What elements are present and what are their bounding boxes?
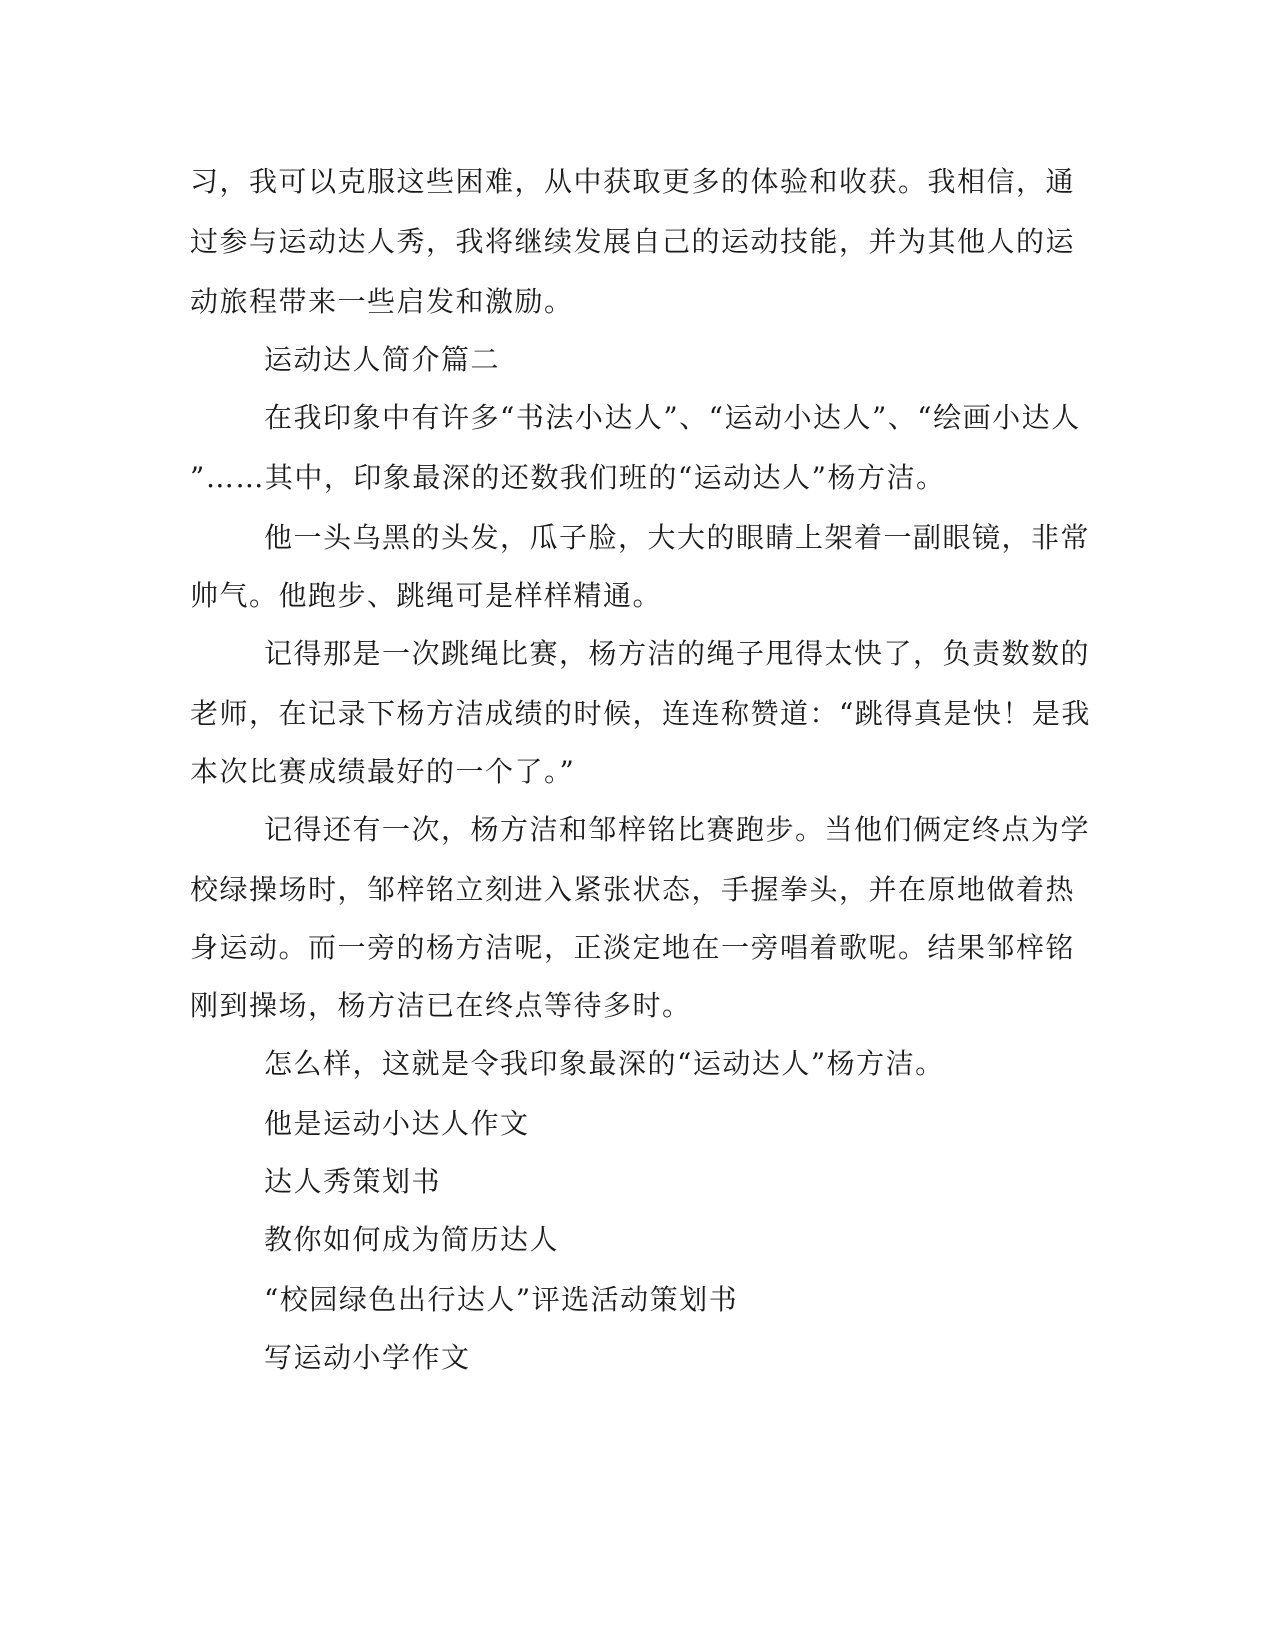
- paragraph-line: 刚到操场，杨方洁已在终点等待多时。: [190, 989, 692, 1022]
- section-heading: 运动达人简介篇二: [264, 343, 501, 376]
- paragraph-line: 帅气。他跑步、跳绳可是样样精通。: [190, 579, 663, 612]
- related-title: 他是运动小达人作文: [264, 1107, 530, 1140]
- related-title: 写运动小学作文: [264, 1341, 471, 1374]
- paragraph-line: 他一头乌黑的头发，瓜子脸，大大的眼睛上架着一副眼镜，非常: [264, 521, 1091, 554]
- paragraph-line: 记得还有一次，杨方洁和邹梓铭比赛跑步。当他们俩定终点为学: [264, 813, 1091, 846]
- paragraph-line: 在我印象中有许多“书法小达人”、“运动小达人”、“绘画小达人: [264, 401, 1081, 434]
- paragraph-line: 动旅程带来一些启发和激励。: [190, 285, 574, 318]
- related-title: “校园绿色出行达人”评选活动策划书: [264, 1283, 739, 1316]
- paragraph-line: 过参与运动达人秀，我将继续发展自己的运动技能，并为其他人的运: [190, 225, 1076, 258]
- related-title: 达人秀策划书: [264, 1165, 442, 1198]
- paragraph-line: 怎么样，这就是令我印象最深的“运动达人”杨方洁。: [264, 1047, 945, 1080]
- paragraph-line: 校绿操场时，邹梓铭立刻进入紧张状态，手握拳头，并在原地做着热: [190, 873, 1076, 906]
- paragraph-line: 习，我可以克服这些困难，从中获取更多的体验和收获。我相信，通: [190, 165, 1076, 198]
- paragraph-line: 记得那是一次跳绳比赛，杨方洁的绳子甩得太快了，负责数数的: [264, 637, 1091, 670]
- paragraph-line: 老师，在记录下杨方洁成绩的时候，连连称赞道：“跳得真是快！是我: [190, 697, 1091, 730]
- paragraph-line: 本次比赛成绩最好的一个了。”: [190, 755, 576, 788]
- paragraph-line: ”……其中，印象最深的还数我们班的“运动达人”杨方洁。: [190, 461, 946, 494]
- related-title: 教你如何成为简历达人: [264, 1223, 560, 1256]
- paragraph-line: 身运动。而一旁的杨方洁呢，正淡定地在一旁唱着歌呢。结果邹梓铭: [190, 931, 1076, 964]
